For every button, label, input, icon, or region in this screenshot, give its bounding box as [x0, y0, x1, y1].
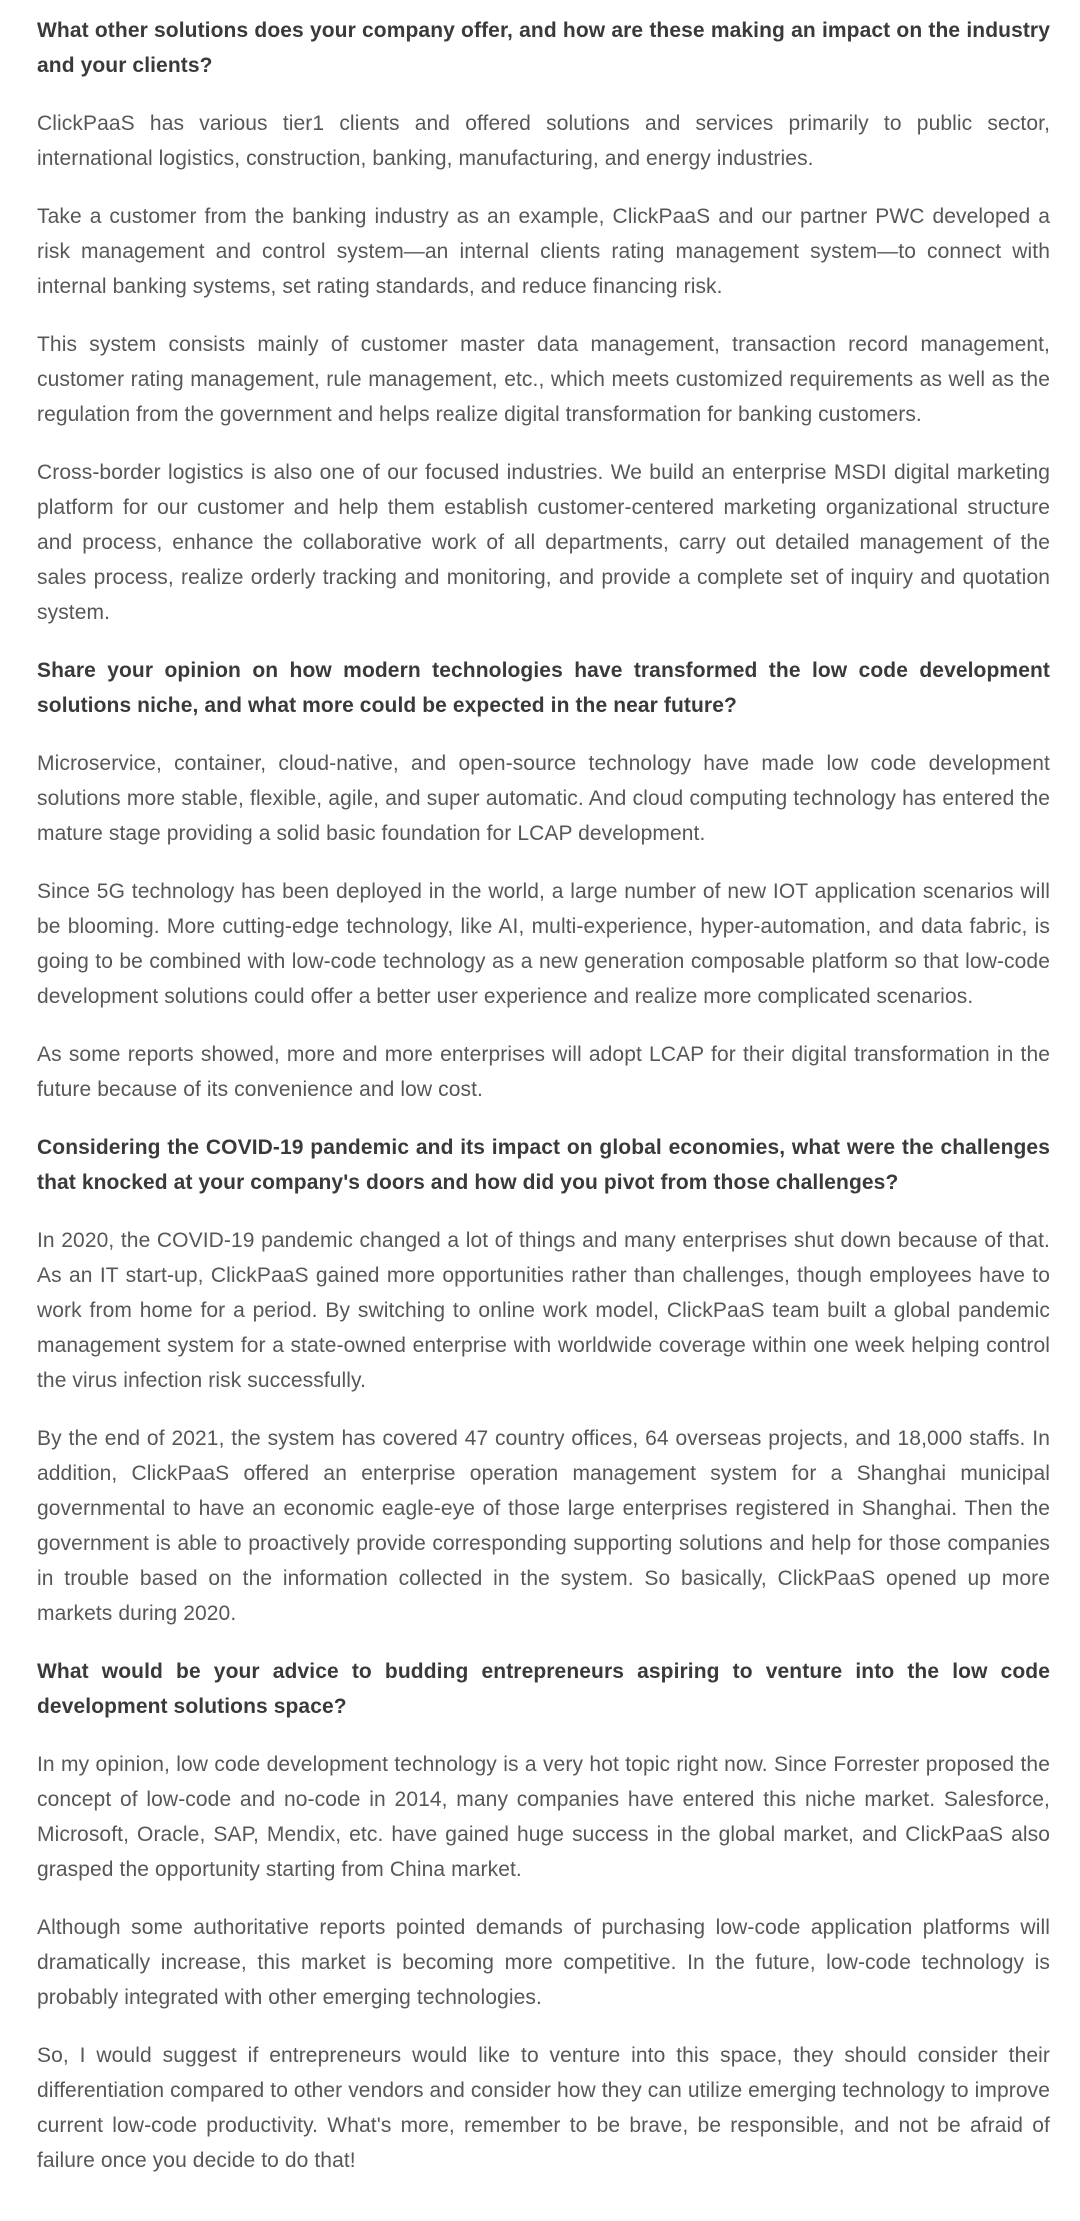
interview-answer: In 2020, the COVID-19 pandemic changed a lot of things and many enterprises shut down because of that. As an IT start-up, ClickPaaS gained more opportunities rather than challenges, though employees have to work from home for a period. By switching to online work model, ClickPaaS team built a global pandemic management system for a state-owned enterprise with worldwide coverage within one week helping control the virus infection risk successfully.: [37, 1229, 1050, 1392]
interview-answer: Microservice, container, cloud-native, and open-source technology have made low code development solutions more stable, flexible, agile, and super automatic. And cloud computing technology has entered the mature stage providing a solid basic foundation for LCAP development.: [37, 752, 1050, 845]
interview-answer: In my opinion, low code development technology is a very hot topic right now. Since Forrester proposed the concept of low-code and no-code in 2014, many companies have entered this niche market. Salesforce, Microsoft, Oracle, SAP, Mendix, etc. have gained huge success in the global market, and ClickPaaS also grasped the opportunity starting from China market.: [37, 1753, 1050, 1881]
interview-question: Considering the COVID-19 pandemic and its impact on global economies, what were the challenges that knocked at your company's doors and how did you pivot from those challenges?: [37, 1136, 1050, 1194]
interview-answer: Although some authoritative reports pointed demands of purchasing low-code application platforms will dramatically increase, this market is becoming more competitive. In the future, low-code technology is probably integrated with other emerging technologies.: [37, 1916, 1050, 2009]
interview-answer: Take a customer from the banking industry as an example, ClickPaaS and our partner PWC developed a risk management and control system—an internal clients rating management system—to connect with internal banking systems, set rating standards, and reduce financing risk.: [37, 205, 1050, 298]
interview-question: What other solutions does your company offer, and how are these making an impact on the industry and your clients?: [37, 19, 1050, 77]
interview-answer: Since 5G technology has been deployed in the world, a large number of new IOT application scenarios will be blooming. More cutting-edge technology, like AI, multi-experience, hyper-automation, and data fabric, is going to be combined with low-code technology as a new generation composable platform so that low-code development solutions could offer a better user experience and realize more complicated scenarios.: [37, 880, 1050, 1008]
interview-answer: This system consists mainly of customer master data management, transaction record management, customer rating management, rule management, etc., which meets customized requirements as well as the regulation from the government and helps realize digital transformation for banking customers.: [37, 333, 1050, 426]
interview-answer: So, I would suggest if entrepreneurs would like to venture into this space, they should consider their differentiation compared to other vendors and consider how they can utilize emerging technology to improve current low-code productivity. What's more, remember to be brave, be responsible, and not be afraid of failure once you decide to do that!: [37, 2044, 1050, 2172]
interview-question: What would be your advice to budding entrepreneurs aspiring to venture into the low code development solutions space?: [37, 1660, 1050, 1718]
interview-answer: Cross-border logistics is also one of our focused industries. We build an enterprise MSDI digital marketing platform for our customer and help them establish customer-centered marketing organizational structure and process, enhance the collaborative work of all departments, carry out detailed management of the sales process, realize orderly tracking and monitoring, and provide a complete set of inquiry and quotation system.: [37, 461, 1050, 624]
interview-answer: As some reports showed, more and more enterprises will adopt LCAP for their digital transformation in the future because of its convenience and low cost.: [37, 1043, 1050, 1101]
interview-question: Share your opinion on how modern technologies have transformed the low code development solutions niche, and what more could be expected in the near future?: [37, 659, 1050, 717]
article-blocks: [37, 13, 1050, 2178]
interview-answer: By the end of 2021, the system has covered 47 country offices, 64 overseas projects, and 18,000 staffs. In addition, ClickPaaS offered an enterprise operation management system for a Shanghai municipal governmental to have an economic eagle-eye of those large enterprises registered in Shanghai. Then the government is able to proactively provide corresponding supporting solutions and help for those companies in trouble based on the information collected in the system. So basically, ClickPaaS opened up more markets during 2020.: [37, 1427, 1050, 1625]
interview-answer: ClickPaaS has various tier1 clients and offered solutions and services primarily to public sector, international logistics, construction, banking, manufacturing, and energy industries.: [37, 112, 1050, 170]
